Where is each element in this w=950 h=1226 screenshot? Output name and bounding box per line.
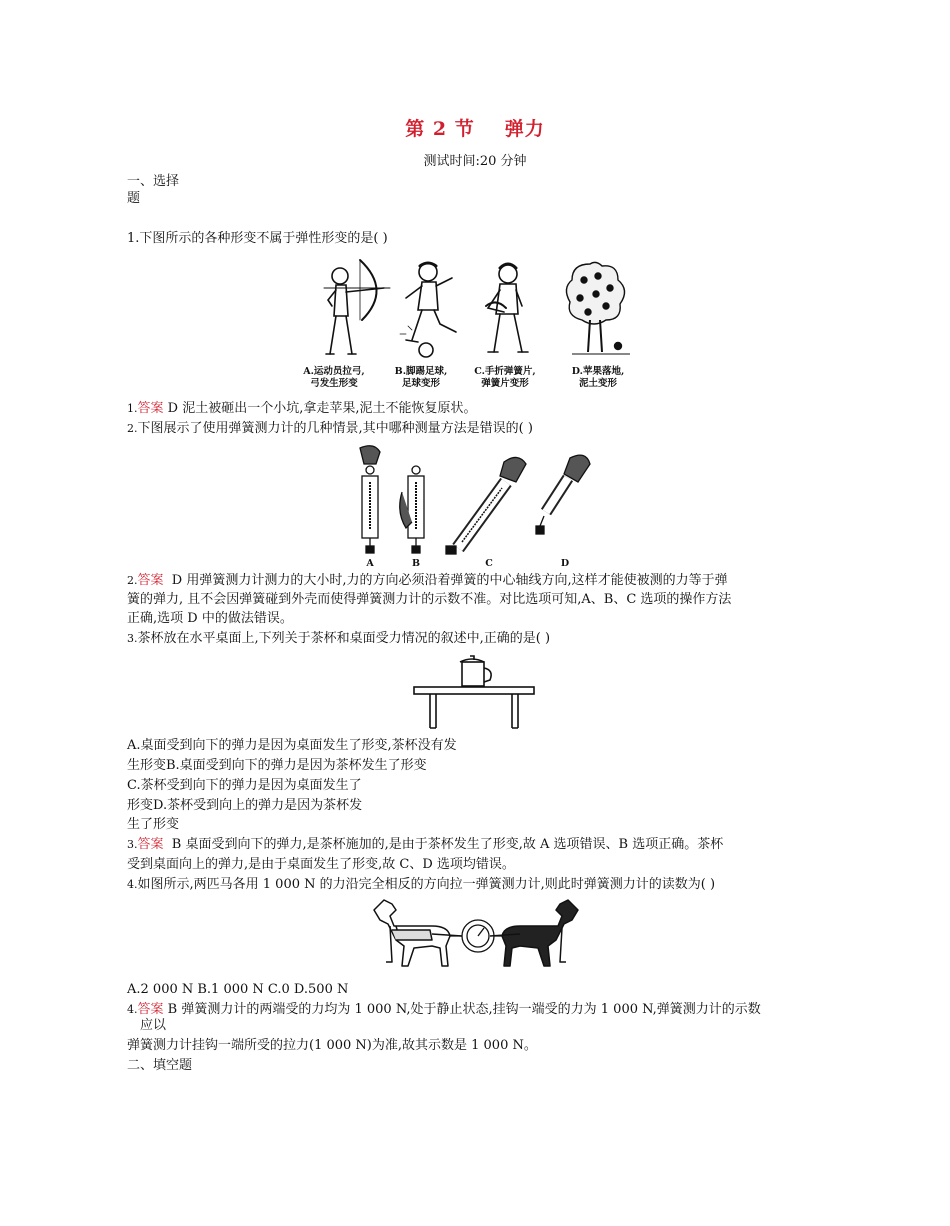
section-name: 弹力	[504, 118, 545, 140]
q4-answer-line3: 弹簧测力计挂钩一端所受的拉力(1 000 N)为准,故其示数是 1 000 N。	[127, 1038, 537, 1053]
q3-option-line1: A.桌面受到向下的弹力是因为桌面发生了形变,茶杯没有发	[127, 738, 457, 753]
apple-tree-illustration	[566, 262, 630, 354]
q3-stem: 3.茶杯放在水平桌面上,下列关于茶杯和桌面受力情况的叙述中,正确的是( )	[127, 631, 551, 646]
q1-caption-b: B.脚踢足球, 足球变形	[394, 366, 448, 389]
q4-options: A.2 000 N B.1 000 N C.0 D.500 N	[127, 982, 349, 997]
table-illustration	[414, 687, 534, 728]
q2-stem: 2.下图展示了使用弹簧测力计的几种情景,其中哪种测量方法是错误的( )	[127, 421, 533, 436]
scale-b	[400, 466, 424, 553]
answer-label: 答案	[137, 1002, 164, 1017]
q2-label-c: C	[485, 558, 493, 569]
test-time: 测试时间:20 分钟	[423, 154, 527, 169]
scale-c	[446, 457, 526, 554]
q2-label-a: A	[366, 558, 374, 569]
q1-answer: 1.答案 D 泥土被砸出一个小坑,拿走苹果,泥土不能恢复原状。	[127, 401, 477, 416]
q3-figure	[412, 652, 538, 732]
q4-stem: 4.如图所示,两匹马各用 1 000 N 的力沿完全相反的方向拉一弹簧测力计,则此时弹簧测力计的读数为( )	[127, 877, 716, 892]
answer-label: 答案	[137, 837, 164, 852]
teacup-illustration	[460, 656, 491, 686]
section1-heading-line1: 一、选择	[127, 174, 180, 189]
q2-label-b: B	[411, 558, 421, 569]
q1-stem: 1.下图所示的各种形变不属于弹性形变的是( )	[127, 231, 388, 246]
q4-answer-line1: 4.答案 B 弹簧测力计的两端受的力均为 1 000 N,处于静止状态,挂钩一端受的力为 1 000 N,弹簧测力计的示数	[127, 1002, 761, 1017]
section-number: 第 2 节	[405, 118, 475, 140]
q2-figure	[340, 442, 600, 570]
scale-a	[360, 446, 380, 553]
q4-figure	[366, 896, 586, 972]
q3-option-line5: 生了形变	[127, 817, 180, 832]
scale-d	[536, 455, 590, 534]
answer-label: 答案	[137, 573, 164, 588]
q3-answer-line2: 受到桌面向上的弹力,是由于桌面发生了形变,故 C、D 选项均错误。	[127, 857, 515, 872]
q3-answer-line1: 3.答案 B 桌面受到向下的弹力,是茶杯施加的,是由于茶杯发生了形变,故 A 选项错误、B 选项正确。茶杯	[127, 837, 724, 852]
section2-heading: 二、填空题	[127, 1058, 193, 1073]
spring-bender-illustration	[486, 264, 528, 352]
left-horse-illustration	[374, 900, 462, 966]
q1-figure	[300, 258, 660, 366]
kicker-illustration	[400, 263, 456, 357]
q2-label-d: D	[560, 558, 570, 569]
q1-caption-d: D.苹果落地, 泥土变形	[571, 366, 625, 389]
q1-caption-a: A.运动员拉弓, 弓发生形变	[303, 366, 365, 389]
q2-answer-line2: 簧的弹力, 且不会因弹簧碰到外壳而使得弹簧测力计的示数不准。对比选项可知,A、B、C 选项的操作方法	[127, 592, 732, 607]
page-title	[0, 114, 950, 141]
answer-label: 答案	[137, 401, 164, 416]
q3-option-line4: 形变D.茶杯受到向上的弹力是因为茶杯发	[127, 798, 363, 813]
right-horse-illustration	[490, 900, 578, 966]
q4-answer-line2: 应以	[140, 1018, 167, 1033]
q3-option-line3: C.茶杯受到向下的弹力是因为桌面发生了	[127, 778, 362, 793]
section1-heading-line2: 题	[127, 191, 141, 206]
archer-illustration	[324, 260, 390, 354]
q1-caption-c: C.手折弹簧片, 弹簧片变形	[474, 366, 536, 389]
q2-answer-line3: 正确,选项 D 中的做法错误。	[127, 611, 293, 626]
q3-option-line2: 生形变B.桌面受到向下的弹力是因为茶杯发生了形变	[127, 758, 427, 773]
q2-answer-line1: 2.答案 D 用弹簧测力计测力的大小时,力的方向必须沿着弹簧的中心轴线方向,这样才能使被测的力等于弹	[127, 573, 728, 588]
